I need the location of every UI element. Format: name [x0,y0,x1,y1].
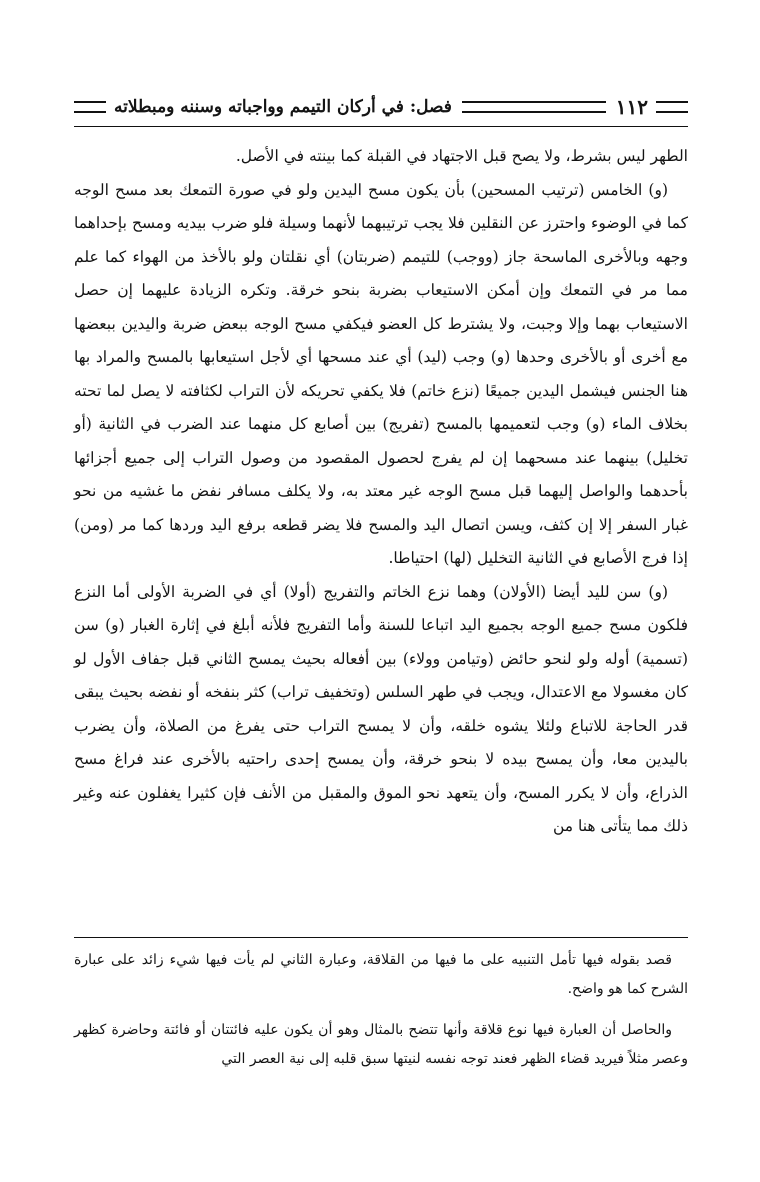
footnote-rule [74,937,688,938]
header-ornament-left [74,101,106,113]
header-rule [74,126,688,127]
page-number: ١١٢ [615,95,648,119]
footnotes [74,946,688,1086]
paragraph: الطهر ليس بشرط، ولا يصح قبل الاجتهاد في القبلة كما بينته في الأصل. [235,147,688,165]
header-ornament-line [462,101,606,113]
paragraph: (و) الخامس (ترتيب المسحين) بأن يكون مسح اليدين ولو في صورة التمعك بعد مسح الوجه كما في الوضوء واحترز عن النقلين فلا يجب ترتيبهما لأنهما وسيلة فلو ضرب بيديه ومسح بإحداهما وجهه وبالأخرى الماسحة جاز (ووجب) للتيمم (ضربتان) أي نقلتان ولو بالأخذ من الهواء كما علم مما مر في التمعك وإن أمكن الاستيعاب بضربة بنحو خرقة. وتكره الزيادة عليهما إن حصل الاستيعاب بهما وإلا وجبت، ولا يشترط كل العضو فيكفي مسح الوجه ببعض ضربة واليدين ببعضها مع أخرى أو بالأخرى وحدها (و) وجب (ليد) أي عند مسحها أي لأجل استيعابها بالمسح والمراد بها هنا الجنس فيشمل اليدين جميعًا (نزع خاتم) فلا يكفي تحريكه لأن التراب لكثافته لا يصل لما تحته بخلاف الماء (و) وجب لتعميمها بالمسح (تفريج) بين أصابع كل منهما عند الضرب في الثانية (أو تخليل) بينهما عند مسحهما إن لم يفرج لحصول المقصود من وصول التراب إلى جميع أجزائها بأحدهما والواصل إليهما قبل مسح الوجه غير معتد به، ولا يكلف مسافر نفض ما غشيه من نحو غبار السفر إلا إن كثف، ويسن اتصال اليد والمسح فلا يضر قطعه برفع اليد وردها كما مر (ومن) إذا فرج الأصابع في الثانية التخليل (لها) احتياطا. [74,180,688,567]
main-text [74,140,688,844]
paragraph: (و) سن لليد أيضا (الأولان) وهما نزع الخاتم والتفريج (أولا) أي في الضربة الأولى أما النزع فلكون مسح جميع الوجه بجميع اليد اتباعا للسنة وأما التفريج فلأنه أبلغ في إثارة الغبار (و) سن (تسمية) أوله ولو لنحو حائض (وتيامن وولاء) بين أفعاله بحيث يمسح الثاني قبل جفاف الأول لو كان مغسولا مع الاعتدال، ويجب في طهر السلس (وتخفيف تراب) كثر بنفخه أو نفضه بحيث يبقى قدر الحاجة للاتباع ولئلا يشوه خلقه، وأن لا يمسح التراب حتى يفرغ من الصلاة، وأن يضرب باليدين معا، وأن يمسح بيده لا بنحو خرقة، وأن يمسح إحدى راحتيه بالأخرى عند فراغ مسح الذراع، وأن لا يكرر المسح، وأن يتعهد نحو الموق والمقبل من الأنف فإن كثيرا يغفلون عنه وغير ذلك مما يتأتى هنا من [74,582,688,835]
footnote-paragraph: قصد بقوله فيها تأمل التنبيه على ما فيها من القلاقة، وعبارة الثاني لم يأت فيها شيء زائد على عبارة الشرح كما هو واضح. [74,952,688,997]
chapter-title: فصل: في أركان التيمم وواجباته وسننه ومبطلاته [114,97,452,117]
header-ornament-right [656,101,688,113]
running-header [74,92,688,122]
footnote-paragraph: والحاصل أن العبارة فيها نوع قلاقة وأنها تتضح بالمثال وهو أن يكون عليه فائتتان أو فائتة وحاضرة كظهر وعصر مثلاً فيريد قضاء الظهر فعند توجه نفسه لنيتها سبق قلبه إلى نية العصر التي [74,1022,688,1067]
